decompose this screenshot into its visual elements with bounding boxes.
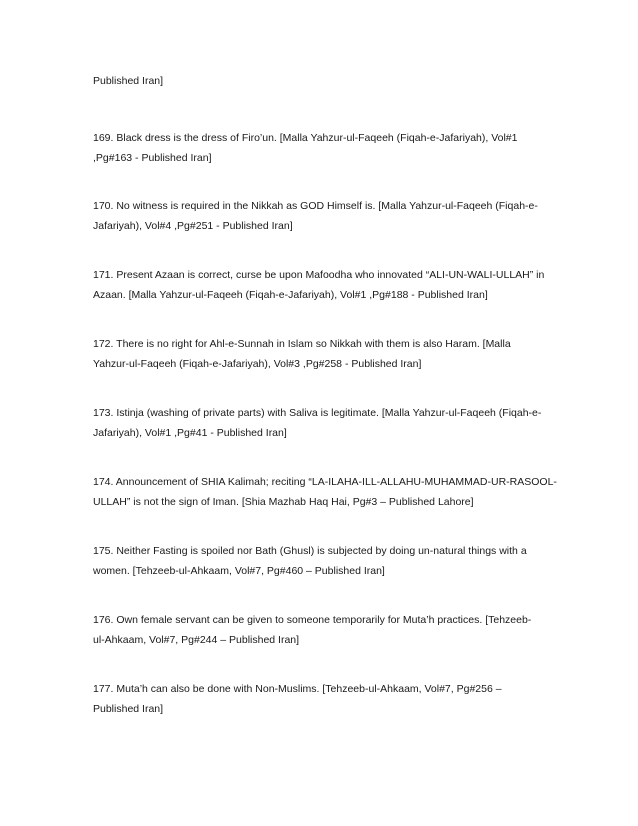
paragraph-line: Azaan. [Malla Yahzur-ul-Faqeeh (Fiqah-e-Jafariyah), Vol#1 ,Pg#188 - Published Iran]: [93, 289, 488, 301]
paragraph-line: 172. There is no right for Ahl-e-Sunnah in Islam so Nikkah with them is also Haram. [Malla: [93, 338, 511, 350]
paragraph-line: Jafariyah), Vol#4 ,Pg#251 - Published Iran]: [93, 220, 293, 232]
paragraph-line: ul-Ahkaam, Vol#7, Pg#244 – Published Iran]: [93, 634, 300, 646]
paragraph-line: Yahzur-ul-Faqeeh (Fiqah-e-Jafariyah), Vol#3 ,Pg#258 - Published Iran]: [93, 358, 422, 370]
paragraph-line: 170. No witness is required in the Nikkah as GOD Himself is. [Malla Yahzur-ul-Faqeeh (Fiqah-e-: [93, 200, 538, 212]
paragraph-item-175: [93, 541, 548, 581]
paragraph-item-171: [93, 265, 548, 305]
paragraph-line: 174. Announcement of SHIA Kalimah; reciting “LA-ILAHA-ILL-ALLAHU-MUHAMMAD-UR-RASOOL-: [93, 476, 557, 488]
paragraph-line: women. [Tehzeeb-ul-Ahkaam, Vol#7, Pg#460 – Published Iran]: [93, 565, 385, 577]
paragraph-item-170: [93, 196, 548, 236]
paragraph-item-169: [93, 128, 548, 168]
paragraph-line: Published Iran]: [93, 75, 164, 87]
paragraph-line: ULLAH” is not the sign of Iman. [Shia Mazhab Haq Hai, Pg#3 – Published Lahore]: [93, 496, 474, 508]
paragraph-item-177: [93, 679, 548, 719]
paragraph-line: 175. Neither Fasting is spoiled nor Bath (Ghusl) is subjected by doing un-natural things with a: [93, 545, 527, 557]
paragraph-line: 177. Muta’h can also be done with Non-Muslims. [Tehzeeb-ul-Ahkaam, Vol#7, Pg#256 –: [93, 683, 502, 695]
paragraph-item-173: [93, 403, 548, 443]
paragraph-line: Jafariyah), Vol#1 ,Pg#41 - Published Iran]: [93, 427, 287, 439]
paragraph-line: 169. Black dress is the dress of Firo’un. [Malla Yahzur-ul-Faqeeh (Fiqah-e-Jafariyah), Vol#1: [93, 132, 518, 144]
paragraph-item-172: [93, 334, 548, 374]
paragraph-line: 171. Present Azaan is correct, curse be upon Mafoodha who innovated “ALI-UN-WALI-ULLAH” in: [93, 269, 545, 281]
paragraph-line: 176. Own female servant can be given to someone temporarily for Muta’h practices. [Tehzeeb-: [93, 614, 532, 626]
paragraph-item-174: [93, 472, 557, 512]
paragraph-item-176: [93, 610, 548, 650]
paragraph-line: ,Pg#163 - Published Iran]: [93, 152, 212, 164]
paragraph-continuation: [93, 71, 548, 91]
paragraph-line: 173. Istinja (washing of private parts) with Saliva is legitimate. [Malla Yahzur-ul-Faqeeh (Fiqah-e-: [93, 407, 542, 419]
paragraph-line: Published Iran]: [93, 703, 164, 715]
